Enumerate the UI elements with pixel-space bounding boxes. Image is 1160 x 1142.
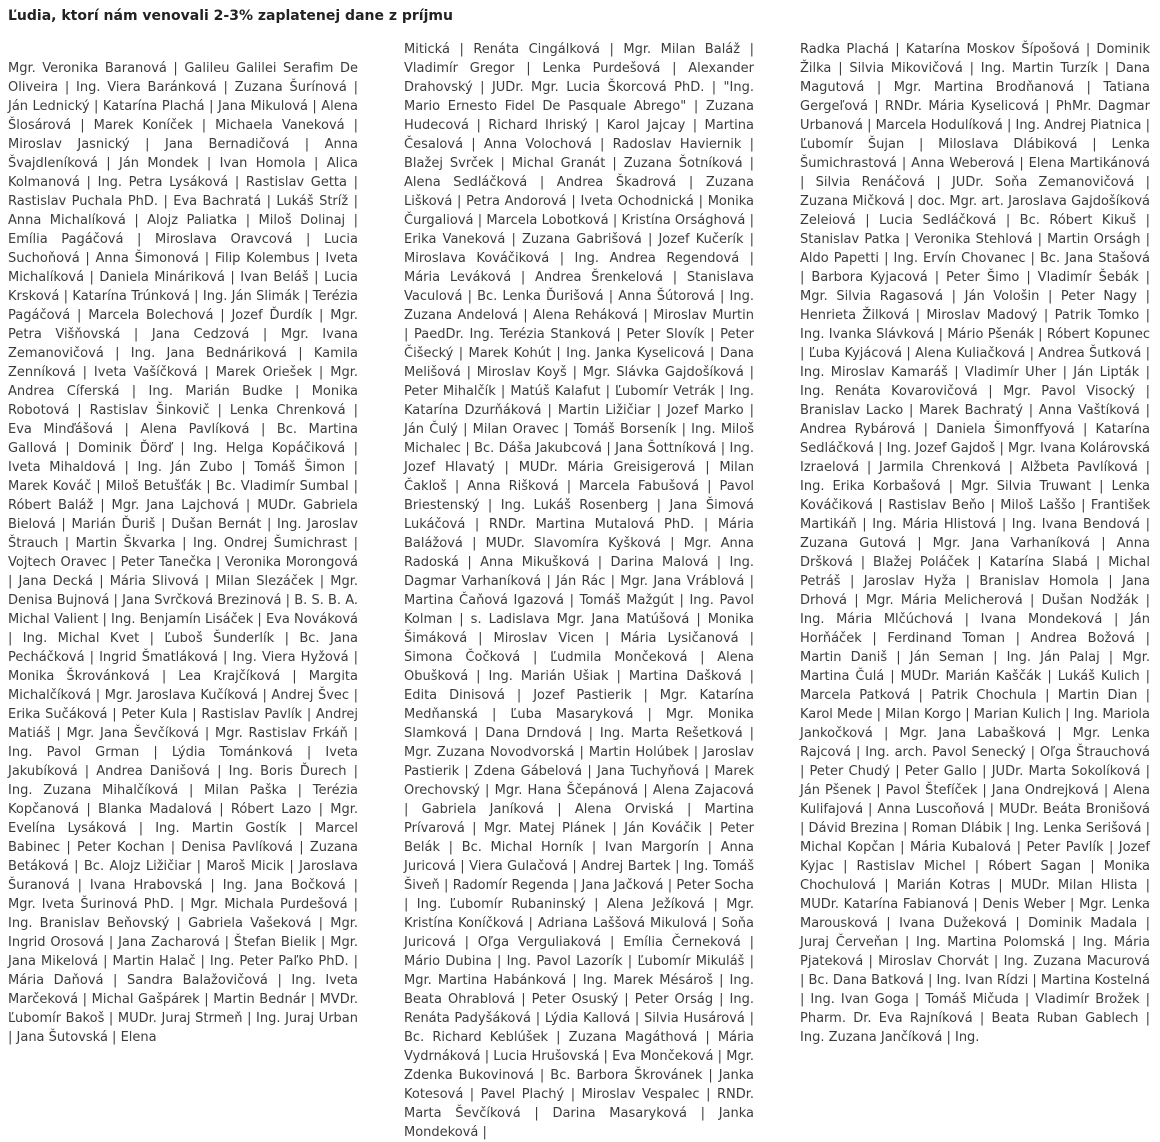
donor-names-text: Mitická | Renáta Cingálková | Mgr. Milan Baláž | Vladimír Gregor | Lenka Purdešová | Alexander Drahovský | JUDr. Mgr. Lucia Škorcová PhD. | "Ing. Mario Ernesto Fidel De Pasquale Abrego" | Zuzana Hudecová | Richard Ihriský | Karol Jajcay | Martina Česalová | Anna Volochová | Radoslav Haviernik | Blažej Svrček | Michal Granát | Zuzana Šotníková | Alena Sedláčková | Andrea Škadrová | Zuzana Lišková | Petra Andorová | Iveta Ochodnická | Monika Čurgaliová | Marcela Lobotková | Kristína Orsághová | Erika Vaneková | Zuzana Gabrišová | Jozef Kučerík | Miroslava Kováčiková | Ing. Andrea Regendová | Mária Leváková | Andrea Šrenkelová | Stanislava Vaculová | Bc. Lenka Ďurišová | Anna Šútorová | Ing. Zuzana Andelová | Alena Reháková | Miroslav Murtin | PaedDr. Ing. Terézia Stanková | Peter Slovík | Peter Čišecký | Marek Kohút | Ing. Janka Kyselicová | Dana Melišová | Miroslav Koyš | Mgr. Slávka Gajdošíková | Peter Mihalčík | Matúš Kalafut | Ľubomír Vetrák | Ing. Katarína Dzurňáková | Martin Ližičiar | Jozef Marko | Ján Čulý | Milan Oravec | Tomáš Borseník | Ing. Miloš Michalec | Bc. Dáša Jakubcová | Jana Šottníková | Ing. Jozef Hlavatý | MUDr. Mária Greisigerová | Milan Čakloš | Anna Rišková | Marcela Fabušová | Pavol Briestenský | Ing. Lukáš Rosenberg | Jana Šimová Lukáčová | RNDr. Martina Mutalová PhD. | Mária Balážová | MUDr. Slavomíra Kyšková | Mgr. Anna Radoská | Anna Mikušková | Darina Malová | Ing. Dagmar Varhaníková | Ján Rác | Mgr. Jana Vráblová | Martina Čaňová Igazová | Tomáš Mažgút | Ing. Pavol Kolman | s. Ladislava Mgr. Jana Matúšová | Monika Šimáková | Miroslav Vicen | Mária Lysičanová | Simona Čočková | Ľudmila Mončeková | Alena Obušková | Ing. Marián Ušiak | Martina Dašková | Edita Dinisová | Jozef Pastierik | Mgr. Katarína Medňanská | Ľuba Masaryková | Mgr. Monika Slamková | Dana Drndová | Ing. Marta Rešetková | Mgr. Zuzana Novodvorská | Martin Holúbek | Jaroslav Pastierik | Zdena Gábelová | Jana Tuchyňová | Marek Orechovský | Mgr. Hana Ščepánová | Alena Zajacová | Gabriela Janíková | Alena Orviská | Martina Prívarová | Mgr. Matej Plánek | Ján Kováčik | Peter Belák | Bc. Michal Horník | Ivan Margorín | Anna Juricová | Viera Gulačová | Andrej Bartek | Ing. Tomáš Šiveň | Radomír Regenda | Jana Jačková | Peter Socha | Ing. Ľubomír Rubaninský | Alena Ježíková | Mgr. Kristína Koníčková | Adriana Laššová Mikulová | Soňa Juricová | Oľga Verguliaková | Emília Černeková | Mário Dubina | Ing. Pavol Lazorík | Ľubomír Mikuláš | Mgr. Martina Habánková | Ing. Marek Mésároš | Ing. Beata Ohrablová | Peter Osuský | Peter Orság | Ing. Renáta Padyšáková | Lýdia Kallová | Silvia Husárová | Bc. Richard Keblúšek | Zuzana Magáthová | Mária Vydrnáková | Lucia Hrušovská | Eva Mončeková | Mgr. Zdenka Bukovinová | Bc. Barbora Škrovánek | Janka Kotesová | Pavel Plachý | Miroslav Vespalec | RNDr. Marta Ševčíková | Darina Masaryková | Janka Mondeková | (404, 42, 754, 1140)
donor-column-3 (800, 40, 1150, 1052)
donor-column-2 (404, 40, 754, 1140)
donor-names-text: Radka Plachá | Katarína Moskov Šípošová | Dominik Žilka | Silvia Mikovičová | Ing. Martin Turzík | Dana Magutová | Mgr. Martina Brodňanová | Tatiana Gergeľová | RNDr. Mária Kyselicová | PhMr. Dagmar Urbanová | Marcela Hodulíková | Ing. Andrej Piatnica | Ľubomír Šujan | Miloslava Dlábiková | Lenka Šumichrastová | Anna Weberová | Elena Martikánová | Silvia Renáčová | JUDr. Soňa Zemanovičová | Zuzana Mičková | doc. Mgr. art. Jaroslava Gajdošíková Zeleiová | Lucia Sedláčková | Bc. Róbert Kikuš | Stanislav Patka | Veronika Stehlová | Martin Orságh | Aldo Papetti | Ing. Ervín Chovanec | Bc. Jana Stašová | Barbora Kyjacová | Peter Šimo | Vladimír Šebák | Mgr. Silvia Ragasová | Ján Vološin | Peter Nagy | Henrieta Žilková | Miroslav Madový | Patrik Tomko | Ing. Ivanka Slávková | Mário Pšenák | Róbert Kopunec | Ľuba Kyjácová | Alena Kuliačková | Andrea Šutková | Ing. Miroslav Kamaráš | Vladimír Uher | Ján Lipták | Ing. Renáta Kovarovičová | Mgr. Pavol Visocký | Branislav Lacko | Marek Bachratý | Anna Vaštíková | Andrea Rybárová | Daniela Šimonffyová | Katarína Sedláčková | Ing. Jozef Gajdoš | Mgr. Ivana Kolárovská Izraelová | Jarmila Chrenková | Alžbeta Pavlíková | Ing. Erika Korbašová | Mgr. Silvia Truwant | Lenka Kováčiková | Rastislav Beňo | Miloš Laššo | František Martikáň | Ing. Mária Hlistová | Ing. Ivana Bendová | Zuzana Gutová | Mgr. Jana Varhaníková | Anna Dršková | Blažej Poláček | Katarína Slabá | Michal Petráš | Jaroslav Hyža | Branislav Homola | Jana Drhová | Mgr. Mária Melicherová | Dušan Nodžák | Ing. Mária Mlčúchová | Ivana Mondeková | Ján Horňáček | Ferdinand Toman | Andrea Božová | Martin Daniš | Ján Seman | Ing. Ján Palaj | Mgr. Martina Čulá | MUDr. Marián Kaščák | Lukáš Kulich | Marcela Patková | Patrik Chochula | Martin Dian | Karol Mede | Milan Korgo | Marian Kulich | Ing. Mariola Jankočková | Mgr. Jana Labašková | Mgr. Lenka Rajcová | Ing. arch. Pavol Senecký | Oľga Štrauchová | Peter Chudý | Peter Gallo | JUDr. Marta Sokolíková | Ján Pšenek | Pavol Štefíček | Jana Ondrejková | Alena Kulifajová | Anna Luscoňová | MUDr. Beáta Bronišová | Dávid Brezina | Roman Dlábik | Ing. Lenka Serišová | Michal Kopčan | Mária Kubalová | Peter Pavlík | Jozef Kyjac | Rastislav Michel | Róbert Sagan | Monika Chochulová | Marián Kotras | MUDr. Milan Hlista | MUDr. Katarína Fabianová | Denis Weber | Mgr. Lenka Marousková | Ivana Dužeková | Dominik Madala | Juraj Červeňan | Ing. Martina Polomská | Ing. Mária Pjateková | Miroslav Chorvát | Ing. Zuzana Macurová | Bc. Dana Batková | Ing. Ivan Rídzi | Martina Kostelná | Ing. Ivan Goga | Tomáš Mičuda | Vladimír Brožek | Pharm. Dr. Eva Rajníková | Beata Ruban Gablech | Ing. Zuzana Jančíková | Ing. (800, 42, 1150, 1045)
donor-names-text: Mgr. Veronika Baranová | Galileu Galilei Serafim De Oliveira | Ing. Viera Baránková | Zuzana Šurínová | Ján Lednický | Katarína Plachá | Jana Mikulová | Alena Šlosárová | Marek Koníček | Michaela Vaneková | Miroslav Jasnický | Jana Bernadičová | Anna Švajdleníková | Ján Mondek | Ivan Homola | Alica Kolmanová | Ing. Petra Lysáková | Rastislav Getta | Rastislav Puchala PhD. | Eva Bachratá | Lukáš Stríž | Anna Michalíková | Alojz Paliatka | Miloš Dolinaj | Emília Pagáčová | Miroslava Oravcová | Lucia Suchoňová | Anna Šimonová | Filip Kolembus | Iveta Michalíková | Daniela Mináriková | Ivan Beláš | Lucia Krsková | Katarína Trúnková | Ing. Ján Slimák | Terézia Pagáčová | Marcela Bolechová | Jozef Ďurdík | Mgr. Petra Višňovská | Jana Cedzová | Mgr. Ivana Zemanovičová | Ing. Jana Bednáriková | Kamila Zenníková | Iveta Vašíčková | Marek Oriešek | Mgr. Andrea Cíferská | Ing. Marián Budke | Monika Robotová | Rastislav Šinkovič | Lenka Chrenková | Eva Minďášová | Alena Pavlíková | Bc. Martina Gallová | Dominik Ďörď | Ing. Helga Kopáčiková | Iveta Mihaldová | Ing. Ján Zubo | Tomáš Šimon | Marek Kováč | Miloš Betušťák | Bc. Vladimír Sumbal | Róbert Baláž | Mgr. Jana Lajchová | MUDr. Gabriela Bielová | Marián Ďuriš | Dušan Bernát | Ing. Jaroslav Štrauch | Martin Škvarka | Ing. Ondrej Šumichrast | Vojtech Oravec | Peter Tanečka | Veronika Morongová | Jana Decká | Mária Slivová | Milan Slezáček | Mgr. Denisa Bujnová | Jana Svrčková Brezinová | B. S. B. A. Michal Valient | Ing. Benjamín Lisáček | Eva Nováková | Ing. Michal Kvet | Ľuboš Šunderlík | Bc. Jana Pecháčková | Ingrid Šmatláková | Ing. Viera Hyžová | Monika Škrovánková | Lea Krajčíková | Margita Michalčíková | Mgr. Jaroslava Kučíková | Andrej Švec | Erika Sučáková | Peter Kula | Rastislav Pavlík | Andrej Matiáš | Mgr. Jana Ševčíková | Mgr. Rastislav Frkáň | Ing. Pavol Grman | Lýdia Tománková | Iveta Jakubíková | Andrea Danišová | Ing. Boris Ďurech | Ing. Zuzana Mihalčíková | Milan Paška | Terézia Kopčanová | Blanka Madalová | Róbert Lazo | Mgr. Evelína Lysáková | Ing. Martin Gostík | Marcel Babinec | Peter Kochan | Denisa Pavlíková | Zuzana Betáková | Bc. Alojz Ližičiar | Maroš Micik | Jaroslava Šuranová | Ivana Hrabovská | Ing. Jana Bočková | Mgr. Iveta Šurinová PhD. | Mgr. Michala Purdešová | Ing. Branislav Beňovský | Gabriela Vašeková | Mgr. Ingrid Orosová | Jana Zacharová | Štefan Bielik | Mgr. Jana Mikelová | Martin Halač | Ing. Peter Paľko PhD. | Mária Daňová | Sandra Balažovičová | Ing. Iveta Marčeková | Michal Gašpárek | Martin Bednár | MVDr. Ľubomír Bakoš | MUDr. Juraj Strmeň | Ing. Juraj Urban | Jana Šutovská | Elena (8, 61, 358, 1045)
donor-column-1 (8, 40, 358, 1071)
donor-list (8, 40, 1150, 1140)
page-title: Ľudia, ktorí nám venovali 2-3% zaplatenej dane z príjmu (8, 8, 453, 24)
